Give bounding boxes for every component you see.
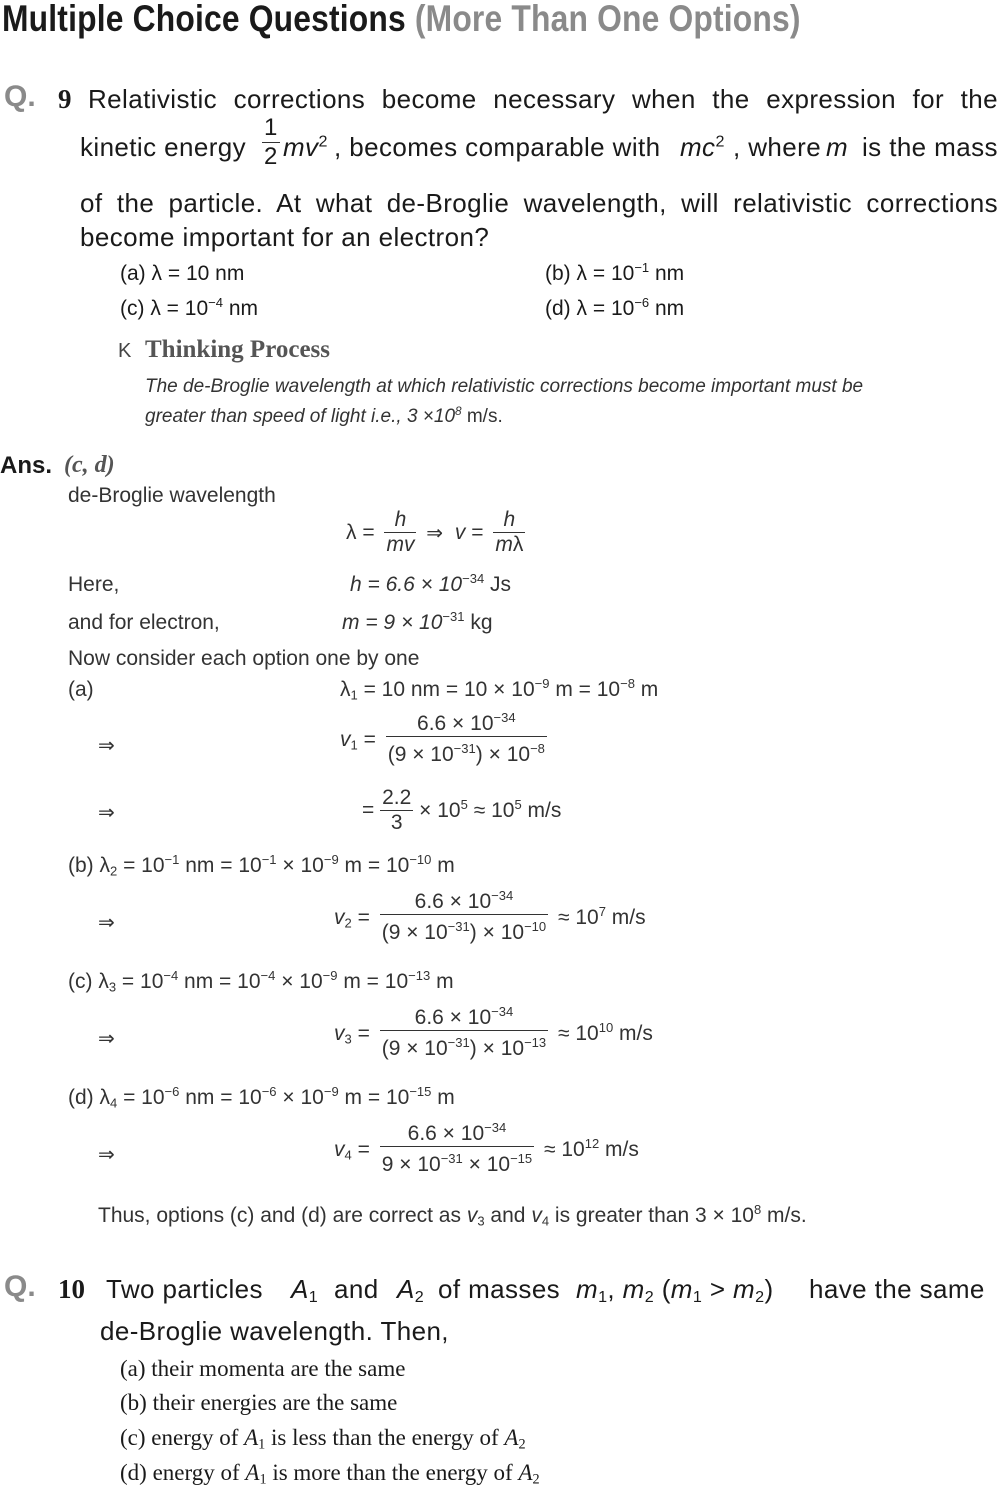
thinking-process-heading: Thinking Process <box>145 336 330 363</box>
answer-conclusion: Thus, options (c) and (d) are correct as $v_3$ and $v_4$ is greater than $3 \times 10^8$ m/s. <box>98 1202 807 1229</box>
equation-lambda1: $\lambda_1 = 10$ nm = $10 \times 10^{-9}$ $m = 10^{-8}$ m <box>340 676 659 703</box>
equation-mass: $m = 9 \times 10^{-31}$ kg <box>342 609 493 634</box>
implies-arrow: ⇒ <box>98 910 115 934</box>
option-b[interactable]: (b) $\lambda = 10^{-1}$ nm <box>545 260 685 285</box>
question-line: become important for an electron? <box>80 222 490 252</box>
option-b[interactable]: (b) their energies are the same <box>120 1390 398 1415</box>
option-c[interactable]: (c) energy of $A_1$ is less than the energy of $A_2$ <box>120 1425 526 1453</box>
label-electron: and for electron, <box>68 611 220 634</box>
implies-arrow: ⇒ <box>98 1026 115 1050</box>
label-option-a: (a) <box>68 678 94 701</box>
thinking-process-icon: K <box>118 340 132 362</box>
answer-value: (c, d) <box>64 452 115 478</box>
implies-arrow: ⇒ <box>98 800 115 824</box>
text-consider: Now consider each option one by one <box>68 647 420 670</box>
equation-v1-result: = $\frac{2.2}{3}$ × $10^5 \approx 10^5$ m/s <box>362 786 562 834</box>
equation-lambda3: (c) $\lambda_3 = 10^{-4}$ nm = $10^{-4} \times 10^{-9}$ $m = 10^{-13}$ m <box>68 968 454 995</box>
answer-label: Ans. <box>0 452 53 479</box>
option-a[interactable]: (a) λ = 10 nm <box>120 262 245 285</box>
fraction-half: $\frac{1}{2}$ <box>264 114 278 170</box>
question-line: kinetic energy $\frac{1}{2}$ $mv^2$ , becomes comparable with $mc^2$ , where m is the mass <box>80 114 998 170</box>
question-number: 10 <box>58 1274 85 1304</box>
page-title <box>2 0 801 40</box>
label-here: Here, <box>68 573 120 596</box>
thinking-process-text: greater than speed of light i.e., $3 \times 10^8$ m/s. <box>145 404 503 427</box>
question-marker: Q. <box>4 80 36 113</box>
equation-lambda4: (d) $\lambda_4 = 10^{-6}$ nm = $10^{-6} \times 10^{-9}$ $m = 10^{-15}$ m <box>68 1084 455 1111</box>
question-marker: Q. <box>4 1270 36 1303</box>
equation-debroglie: λ = $\frac{h}{mv}$ ⇒ v = $\frac{h}{m\lambda}$ <box>346 508 524 556</box>
equation-lambda2: (b) $\lambda_2 = 10^{-1}$ nm = $10^{-1} \times 10^{-9}$ $m = 10^{-10}$ m <box>68 852 455 879</box>
option-c[interactable]: (c) $\lambda = 10^{-4}$ nm <box>120 295 258 320</box>
equation-v1: $v_1$ = $\frac{6.6 \times 10^{-34}}{(9 \times 10^{-31}) \times 10^{-8}}$ <box>340 710 545 766</box>
implies-arrow: ⇒ <box>98 1142 115 1166</box>
implies-arrow: ⇒ <box>98 733 115 757</box>
equation-v2: $v_2$ = $\frac{6.6 \times 10^{-34}}{(9 \times 10^{-31}) \times 10^{-10}}$ ≈ $10^7$ m/s <box>334 888 646 944</box>
option-a[interactable]: (a) their momenta are the same <box>120 1356 406 1381</box>
thinking-process-text: The de-Broglie wavelength at which relativistic corrections become important must be <box>145 376 864 397</box>
question-line: Relativistic corrections become necessary when the expression for the <box>88 84 998 114</box>
question-line: de-Broglie wavelength. Then, <box>100 1316 449 1346</box>
equation-planck: $h = 6.6 \times 10^{-34}$ Js <box>350 571 512 596</box>
question-number: 9 <box>58 84 72 114</box>
title-main: Multiple Choice Questions <box>2 0 406 39</box>
option-d[interactable]: (d) $\lambda = 10^{-6}$ nm <box>545 295 685 320</box>
answer-intro: de-Broglie wavelength <box>68 484 276 507</box>
question-line: Two particles $A_1$ and $A_2$ of masses $m_1$, $m_2$ $(m_1 > m_2)$ have the same <box>106 1274 985 1307</box>
title-sub: (More Than One Options) <box>414 0 801 39</box>
equation-v3: $v_3$ = $\frac{6.6 \times 10^{-34}}{(9 \times 10^{-31}) \times 10^{-13}}$ ≈ $10^{10}$ m/s <box>334 1004 653 1060</box>
question-line: of the particle. At what de-Broglie wavelength, will relativistic corrections <box>80 188 998 218</box>
option-d[interactable]: (d) energy of $A_1$ is more than the energy of $A_2$ <box>120 1460 540 1488</box>
equation-v4: $v_4$ = $\frac{6.6 \times 10^{-34}}{9 \times 10^{-31} \times 10^{-15}}$ ≈ $10^{12}$ m/s <box>334 1120 639 1176</box>
